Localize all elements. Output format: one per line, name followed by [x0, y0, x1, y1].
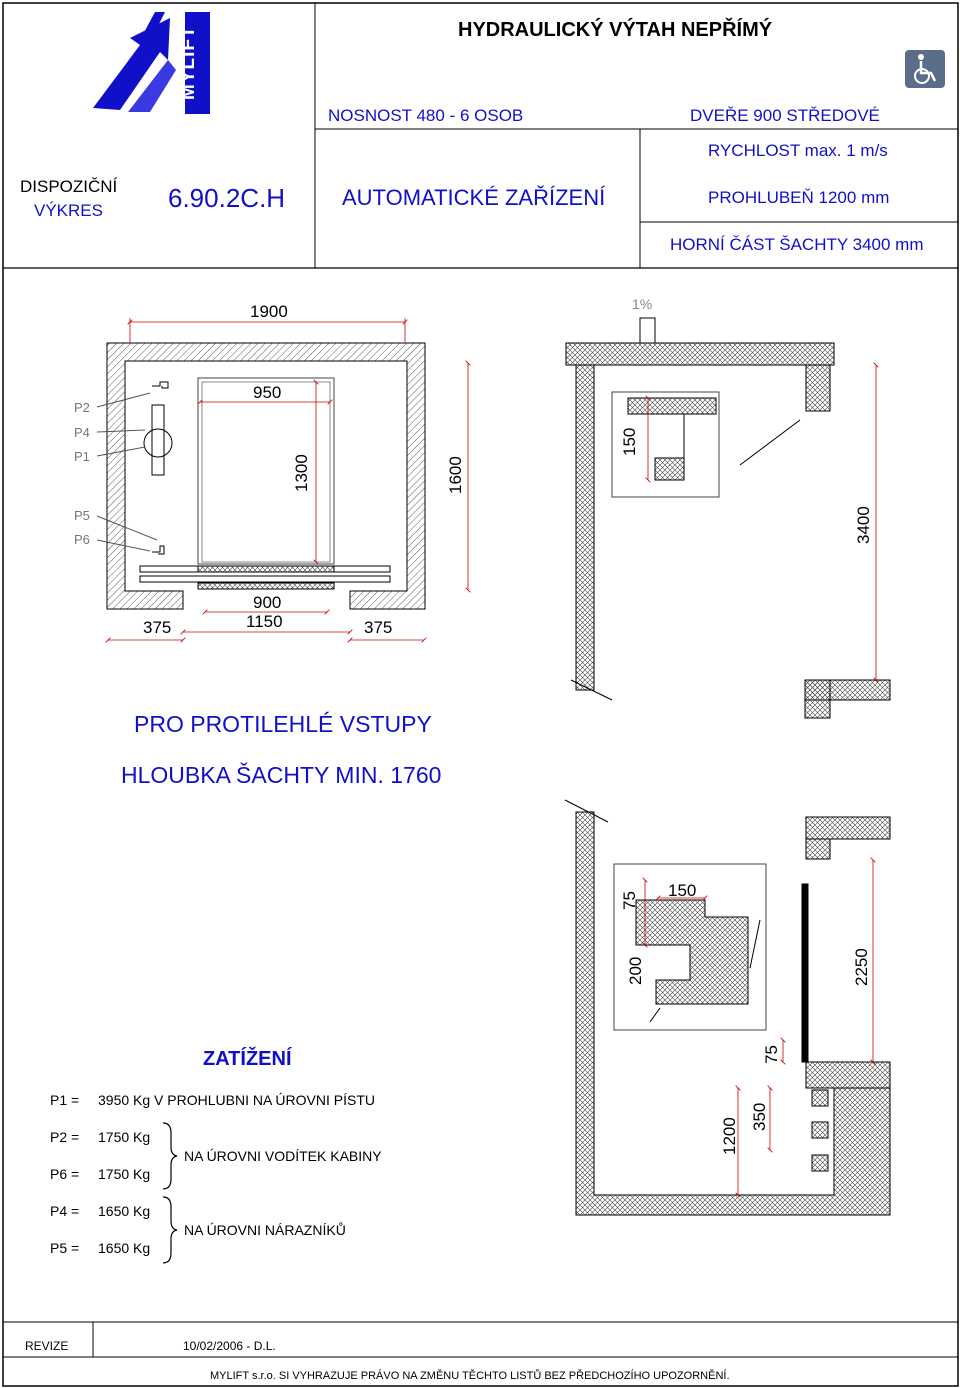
p5-label: P5 =: [50, 1240, 80, 1256]
doc-type-line2: VÝKRES: [34, 201, 103, 220]
doors: DVEŘE 900 STŘEDOVÉ: [690, 106, 880, 125]
load-label-p4: P4: [74, 425, 90, 440]
p6-value: 1750 Kg: [98, 1166, 151, 1182]
p6-label: P6 =: [50, 1166, 80, 1182]
capacity: NOSNOST 480 - 6 OSOB: [328, 106, 524, 125]
load-label-p2: P2: [74, 400, 90, 415]
dim-side-left: 375: [143, 618, 172, 637]
dim-beam-height: 150: [620, 427, 639, 456]
dim-75-top: 75: [620, 891, 639, 910]
revision-value: 10/02/2006 - D.L.: [183, 1339, 276, 1353]
load-braces: [163, 1123, 177, 1263]
dim-side-right: 375: [364, 618, 393, 637]
dim-200: 200: [626, 956, 645, 985]
p1-value: 3950 Kg V PROHLUBNI NA ÚROVNI PÍSTU: [98, 1092, 375, 1108]
dim-shaft-width: 1900: [250, 302, 288, 321]
load-label-p1: P1: [74, 449, 90, 464]
headroom: HORNÍ ČÁST ŠACHTY 3400 mm: [670, 235, 924, 254]
sheet-title: HYDRAULICKÝ VÝTAH NEPŘÍMÝ: [458, 19, 773, 41]
p2-value: 1750 Kg: [98, 1129, 151, 1145]
footer-disclaimer: MYLIFT s.r.o. SI VYHRAZUJE PRÁVO NA ZMĚNU TĚCHTO LISTŮ BEZ PŘEDCHOZÍHO UPOZORNĚNÍ.: [210, 1370, 730, 1382]
buffers-note: NA ÚROVNI NÁRAZNÍKŮ: [184, 1222, 346, 1238]
revision-label: REVIZE: [25, 1339, 69, 1353]
dim-door-opening: 1150: [246, 612, 283, 631]
pit-depth: PROHLUBEŇ 1200 mm: [708, 188, 890, 207]
dim-2250: 2250: [852, 948, 871, 986]
drawing-number: 6.90.2C.H: [168, 183, 286, 213]
note-opposite-entries: PRO PROTILEHLÉ VSTUPY: [134, 711, 432, 737]
dim-350: 350: [750, 1102, 769, 1131]
p4-label: P4 =: [50, 1203, 80, 1219]
load-label-p5: P5: [74, 508, 90, 523]
dim-headroom: 3400: [854, 506, 873, 544]
plan-view: [97, 318, 468, 640]
dim-shaft-depth: 1600: [446, 456, 465, 494]
dim-car-depth: 1300: [292, 454, 311, 492]
control: AUTOMATICKÉ ZAŘÍZENÍ: [342, 185, 606, 210]
dim-door-width: 900: [253, 593, 282, 612]
guides-note: NA ÚROVNI VODÍTEK KABINY: [184, 1148, 382, 1164]
dim-car-width: 950: [253, 383, 282, 402]
p2-label: P2 =: [50, 1129, 80, 1145]
wheelchair-icon: [905, 50, 945, 88]
p1-label: P1 =: [50, 1092, 80, 1108]
speed: RYCHLOST max. 1 m/s: [708, 141, 888, 160]
dim-1200: 1200: [720, 1117, 739, 1155]
p5-value: 1650 Kg: [98, 1240, 151, 1256]
dim-75-bottom: 75: [762, 1045, 781, 1064]
loads-title: ZATÍŽENÍ: [203, 1048, 292, 1070]
top-section: [566, 318, 890, 718]
p4-value: 1650 Kg: [98, 1203, 151, 1219]
dim-150: 150: [668, 881, 697, 900]
logo-text: MYLIFT: [178, 25, 199, 100]
doc-type-line1: DISPOZIČNÍ: [20, 177, 118, 196]
mylift-logo: [93, 12, 176, 112]
load-label-p6: P6: [74, 532, 90, 547]
slope-label: 1%: [632, 296, 653, 312]
note-min-depth: HLOUBKA ŠACHTY MIN. 1760: [121, 762, 442, 788]
